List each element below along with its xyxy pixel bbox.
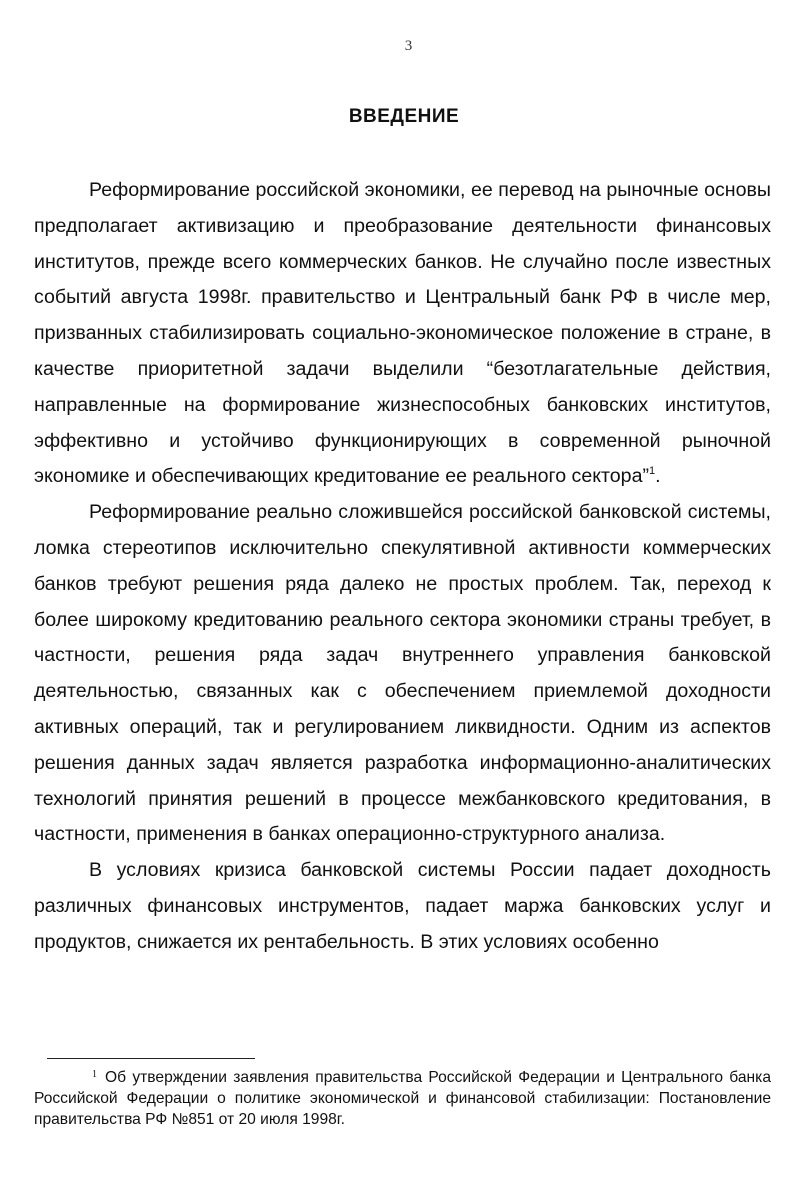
page-number: 3 bbox=[404, 38, 413, 54]
page-title: ВВЕДЕНИЕ bbox=[348, 106, 460, 127]
footnote-reference: 1 bbox=[649, 465, 656, 478]
footnote bbox=[34, 1067, 771, 1130]
paragraph-2: Реформирование реально сложившейся российской банковской системы, ломка стереотипов исключительно спекулятивной активности коммерческих банков требуют решения ряда далеко не простых проблем. Так, переход к более широкому кредитованию реального сектора экономики страны требует, в частности, решения ряда задач внутреннего управления банковской деятельностью, связанных как с обеспечением приемлемой доходности активных операций, так и регулированием ликвидности. Одним из аспектов решения данных задач является разработка информационно-аналитических технологий принятия решений в процессе межбанковского кредитования, в частности, применения в банках операционно-структурного анализа. bbox=[34, 501, 771, 846]
paragraph-1-text: Реформирование российской экономики, ее перевод на рыночные основы предполагает активизацию и преобразование деятельности финансовых институтов, прежде всего коммерческих банков. Не случайно после известных событий августа 1998г. правительство и Центральный банк РФ в числе мер, призванных стабилизировать социально-экономическое положение в стране, в качестве приоритетной задачи выделили “безотлагательные действия, направленные на формирование жизнеспособных банковских институтов, эффективно и устойчиво функционирующих в современной рыночной экономике и обеспечивающих кредитование ее реального сектора” bbox=[34, 179, 771, 488]
footnote-text: Об утверждении заявления правительства Российской Федерации и Центрального банка Российской Федерации о политике экономической и финансовой стабилизации: Постановление правительства РФ №851 от 20 июля 1998г. bbox=[34, 1069, 771, 1128]
paragraph-1 bbox=[34, 173, 771, 495]
footnote-marker: 1 bbox=[92, 1069, 97, 1080]
paragraph-1-end: . bbox=[655, 465, 661, 488]
footnote-divider bbox=[47, 1058, 255, 1059]
paragraph-3: В условиях кризиса банковской системы России падает доходность различных финансовых инструментов, падает маржа банковских услуг и продуктов, снижается их рентабельность. В этих условиях особенно bbox=[34, 859, 771, 953]
main-text bbox=[34, 173, 771, 961]
